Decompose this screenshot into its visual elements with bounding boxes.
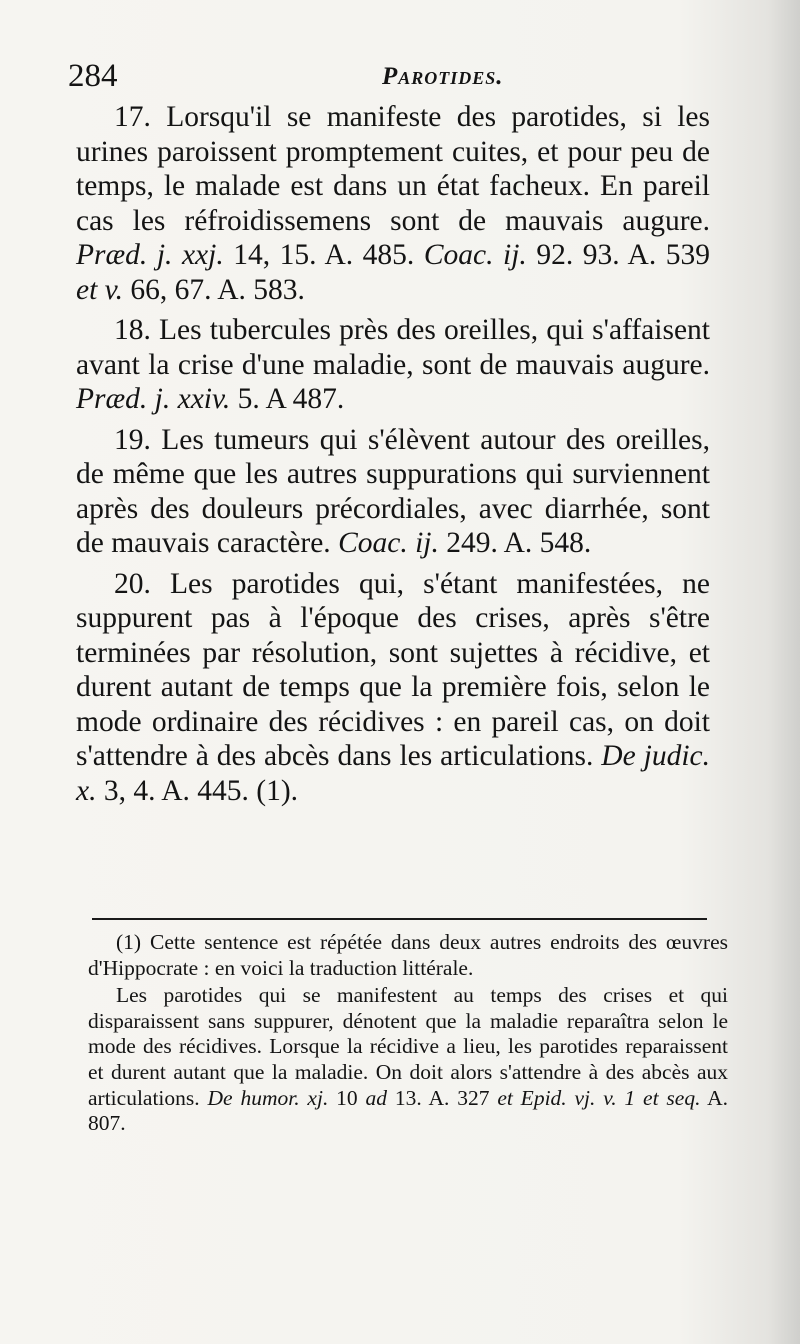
aphorism-18: [76, 313, 710, 417]
aphorism-19: [76, 423, 710, 561]
footnote-reference-numbers: 10: [328, 1085, 366, 1110]
footnote-reference-numbers: 13. A. 327: [387, 1085, 498, 1110]
main-text: [76, 100, 710, 808]
footnote-reference: et Epid. vj. v. 1 et seq.: [497, 1085, 701, 1110]
footnote-divider: [92, 918, 707, 920]
footnote-text: Les parotides qui se manifestent au temps des crises et qui disparaissent sans suppurer, dénotent que la maladie reparaîtra selon le mode des récidives. Lorsque la récidive a lieu, les parotides reparaissent et durent autant que la maladie. On doit alors s'attendre à des abcès aux articulations.: [88, 983, 728, 1110]
aphorism-text: 19. Les tumeurs qui s'élèvent autour des oreilles, de même que les autres suppurations qui surviennent après des douleurs précordiales, avec diarrhée, sont de mauvais caractère.: [76, 423, 710, 559]
aphorism-reference-numbers: 92. 93. A. 539: [526, 239, 710, 271]
aphorism-17: [76, 100, 710, 307]
running-title: Parotides.: [382, 63, 504, 90]
page-header: [68, 56, 708, 96]
footnote-reference-numbers: A. 807.: [88, 1085, 729, 1136]
aphorism-reference: et v.: [76, 273, 123, 306]
aphorism-text: 20. Les parotides qui, s'étant manifestées, ne suppurent pas à l'époque des crises, après s'être terminées par résolution, sont sujettes à récidive, et durent autant de temps que la première fois, selon le mode ordinaire des récidives : en pareil cas, on doit s'attendre à des abcès dans les articulations.: [76, 567, 710, 772]
aphorism-reference-numbers: 14, 15. A. 485.: [223, 239, 424, 271]
aphorism-text: 18. Les tubercules près des oreilles, qui s'affaisent avant la crise d'une maladie, sont de mauvais augure.: [76, 314, 710, 381]
aphorism-reference-numbers: 5. A 487.: [230, 383, 345, 415]
footnote-intro: (1) Cette sentence est répétée dans deux autres endroits des œuvres d'Hippocrate : en voici la traduction littérale.: [88, 930, 728, 980]
footnote-reference: De humor. xj.: [207, 1085, 329, 1110]
footnote-translation: [88, 983, 728, 1137]
aphorism-reference: Coac. ij.: [423, 239, 527, 271]
aphorism-20: [76, 567, 710, 809]
aphorism-reference: Præd. j. xxiv.: [76, 383, 231, 415]
aphorism-reference: De judic. x.: [76, 740, 710, 807]
aphorism-reference: Præd. j. xxj.: [76, 239, 224, 271]
aphorism-text: 17. Lorsqu'il se manifeste des parotides, si les urines paroissent promptement cuites, et pour peu de temps, le malade est dans un état facheux. En pareil cas les réfroidissemens sont de mauvais augure.: [76, 101, 710, 237]
aphorism-reference-numbers: 249. A. 548.: [438, 527, 592, 559]
page-number: 284: [68, 58, 118, 94]
aphorism-reference-numbers: 66, 67. A. 583.: [122, 273, 305, 306]
footnote: [88, 930, 728, 1137]
aphorism-reference: Coac. ij.: [338, 527, 439, 559]
footnote-reference: ad: [365, 1085, 388, 1110]
aphorism-reference-numbers: 3, 4. A. 445. (1).: [96, 774, 299, 807]
